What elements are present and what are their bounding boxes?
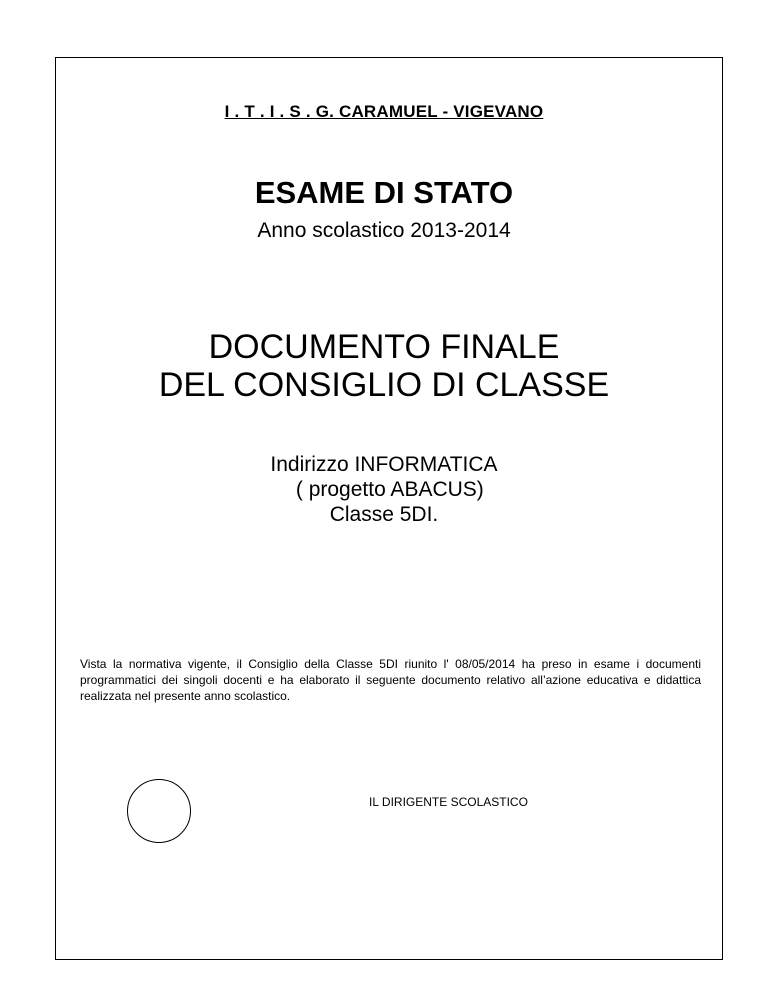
school-year: Anno scolastico 2013-2014: [257, 219, 511, 242]
track-line-2: ( progetto ABACUS): [284, 478, 484, 501]
signature-label: IL DIRIGENTE SCOLASTICO: [369, 795, 528, 809]
document-title-line-2: DEL CONSIGLIO DI CLASSE: [158, 366, 610, 404]
seal-circle: [127, 779, 191, 843]
track-line-3: Classe 5DI.: [329, 503, 439, 526]
document-title: [0, 328, 768, 404]
track-line-1: Indirizzo INFORMATICA: [270, 453, 498, 476]
exam-title: ESAME DI STATO: [254, 175, 514, 210]
track-info: [0, 452, 768, 527]
intro-paragraph: Vista la normativa vigente, il Consiglio della Classe 5DI riunito l' 08/05/2014 ha preso in esame i documenti programmatici dei singoli docenti e ha elaborato il seguente documento relativo all’azione educativa e didattica realizzata nel presente anno scolastico.: [80, 657, 701, 703]
school-name: I . T . I . S . G. CARAMUEL - VIGEVANO: [224, 102, 544, 121]
document-title-line-1: DOCUMENTO FINALE: [208, 328, 560, 366]
